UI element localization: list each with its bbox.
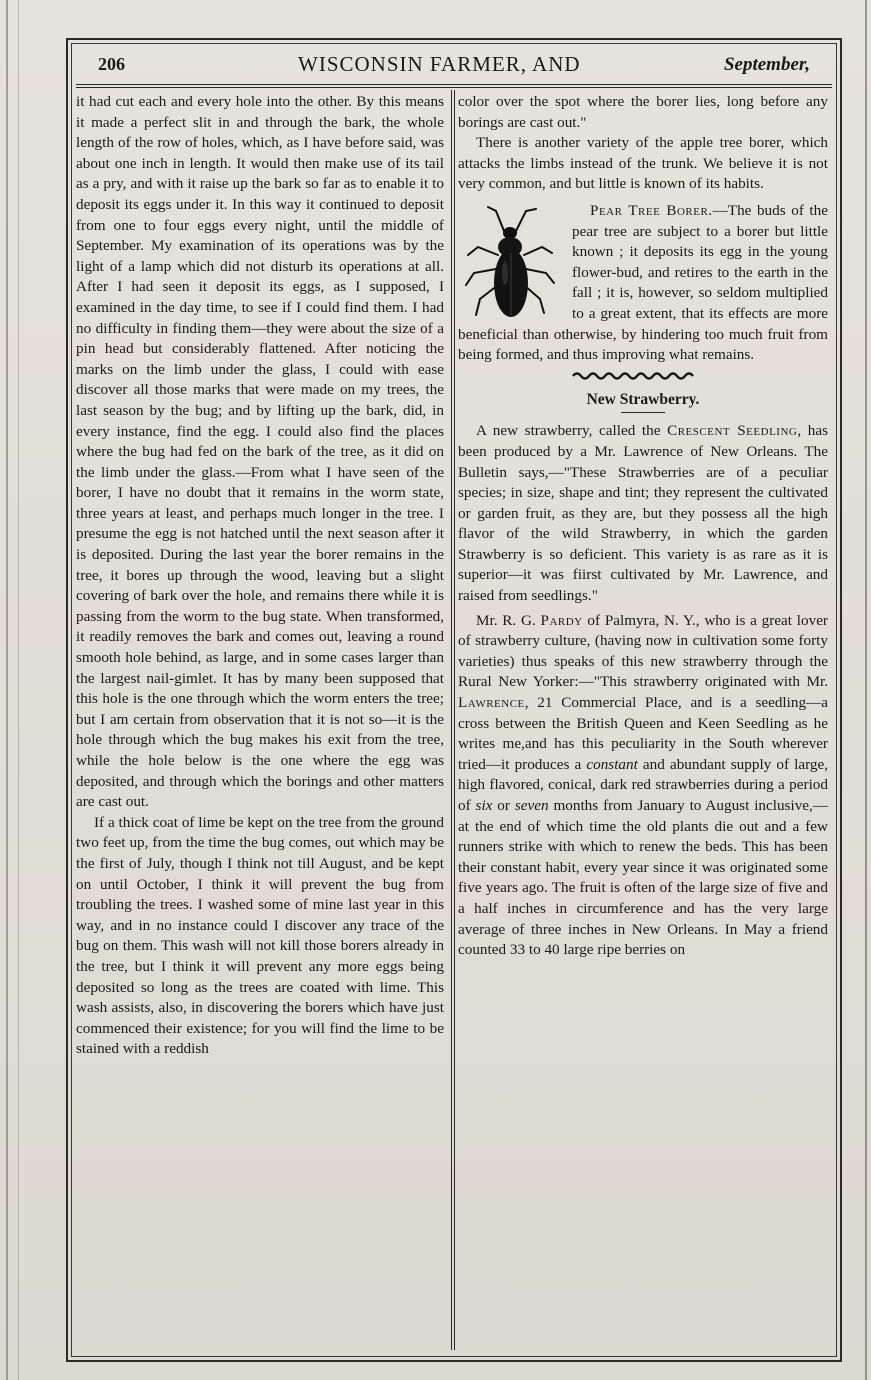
header-rule-second (76, 87, 832, 88)
pear-borer-text: —The buds of the pear tree are subject to a borer but little known ; it deposits its egg in the young flower-bud, and retires to the earth in the fall ; it is, however, so seldom multiplied to a great extent, that its effects are more beneficial than otherwise, by hindering too much fruit from being formed, and thus improving what remains. (458, 201, 828, 364)
text-run: , 21 Commercial Place, and is a seedling—a cross between the British Queen and Keen Seedling as he writes me,and has this peculiarity in the South wherever tried—it produces a (458, 694, 828, 773)
column-divider (451, 90, 452, 1350)
running-title: WISCONSIN FARMER, AND (298, 52, 581, 76)
pear-borer-heading: Pear Tree Borer. (590, 201, 713, 219)
binding-edge (6, 0, 8, 1380)
page-header (76, 52, 832, 82)
right-column (458, 92, 828, 1350)
person-name: Lawrence (458, 694, 525, 712)
left-column (76, 92, 444, 1350)
binding-edge-inner (18, 0, 19, 1380)
person-name: Pardy (540, 611, 583, 629)
section-title: New Strawberry. (586, 390, 700, 408)
section-ornament (458, 368, 828, 384)
borer-observation-paragraph: it had cut each and every hole into the other. By this means it made a perfect slit in and through the bark, the whole length of the row of holes, which, as I have before said, was about one inch in length. It would then make use of its tail as a pry, and with it raise up the bark so far as to enable it to deposit its eggs under it. In this way it continued to deposit from one to four eggs every night, until the middle of September. My examination of its operations was by the light of a lamp which did not disturb its operations at all. After I had seen it deposit its eggs, as I supposed, I examined in the day time, to see if I could find them. I had no difficulty in finding them—they were about the size of a pin head but considerably flattened. After noticing the marks on the limb under the glass, I could with ease discover all those marks that were made on my trees, the last season by the bug; and by lifting up the bark, did, in every instance, find the egg. I could also find the places where the bug had fed on the bark of the tree, as it did on the limb under the glass.—From what I have seen of the borer, I have no doubt that it remains in the worm state, three years at least, and perhaps much longer in the tree. I presume the egg is not hatched until the next season after it is deposited. During the last year the borer remains in the tree, it bores up through the wood, leaving but a slight covering of bark over the hole, and remains there while it is passing from the worm to the bug state. When transformed, it readily removes the bark and comes out, leaving a round smooth hole behind, as large, and in some cases larger than the largest nail-gimlet. It has by many been supposed that this hole is the one through which the worm enters the tree; but I am certain from observation that it is not so—it is the hole through which the bug makes his exit from the tree, while the hole below is the one where the egg was deposited, and through which the borings and other matters are cast out. (76, 93, 444, 811)
emphasis: constant (586, 755, 638, 773)
text-run: or (492, 797, 515, 814)
emphasis: six (475, 797, 493, 814)
text-run: Mr. R. G. (476, 611, 541, 629)
apple-borer-paragraph: There is another variety of the apple tree borer, which attacks the limbs instead of the trunk. We believe it is not very common, and but little is known of its habits. (458, 134, 828, 193)
text-run: months from January to August inclusive,—at the end of which time the old plants die out and a few runners strike with which to renew the beds. This has been their constant habit, every year since it was originated some five years ago. The fruit is often of the large size of five and a half inches in circumference and has the very large average of three inches in New Orleans. In May a friend counted 33 to 40 large ripe berries on (458, 797, 828, 959)
page-number: 206 (98, 54, 125, 74)
strawberry-paragraph-one (458, 421, 828, 606)
page-edge (865, 0, 867, 1380)
header-rule (76, 84, 832, 85)
text-run: A new strawberry, called the (476, 422, 668, 440)
beetle-illustration (458, 203, 562, 323)
column-divider-second (454, 90, 455, 1350)
running-date: September, (723, 54, 810, 75)
text-run: , has been produced by a Mr. Lawrence of New Orleans. The Bulletin says,—"These Strawberries are of a peculiar species; in size, shape and tint; they represent the cultivated or garden fruit, as they are, but they possess all the high flavor of the wild Strawberry, in which the garden Strawberry is so deficient. This variety is as rare as it is superior—it was fiirst cultivated by Mr. Lawrence, and raised from seedlings." (458, 422, 828, 605)
lime-wash-paragraph: If a thick coat of lime be kept on the tree from the ground two feet up, from the time the bug comes, out which may be the first of July, though I think not till August, and be kept on until October, I think it will prevent the bug from troubling the trees. I washed some of mine last year in this way, and in no instance could I discover any trace of the bug on them. This wash will not kill those borers already in the tree, but I think it will prevent any more eggs being deposited so long as the trees are coated with lime. This wash assists, also, in discovering the borers which have just commenced their existence; for you will find the lime to be stained with a reddish (76, 813, 444, 1058)
text-run: and abundant supply of large, high flavored, conical, dark red strawberries during a period of (458, 755, 828, 814)
text-run: of Palmyra, N. Y., who is a great lover of strawberry culture, (having now in cultivation some forty varieties) thus speaks of this new strawberry through the Rural New Yorker:—"This strawberry originated with Mr. (458, 611, 828, 691)
continuation-paragraph: color over the spot where the borer lies, long before any borings are cast out." (458, 93, 828, 131)
variety-name: Crescent Seedling (667, 422, 798, 440)
section-title-rule (621, 412, 665, 413)
strawberry-paragraph-two (458, 611, 828, 961)
emphasis: seven (514, 797, 549, 814)
pear-borer-paragraph (458, 201, 828, 366)
